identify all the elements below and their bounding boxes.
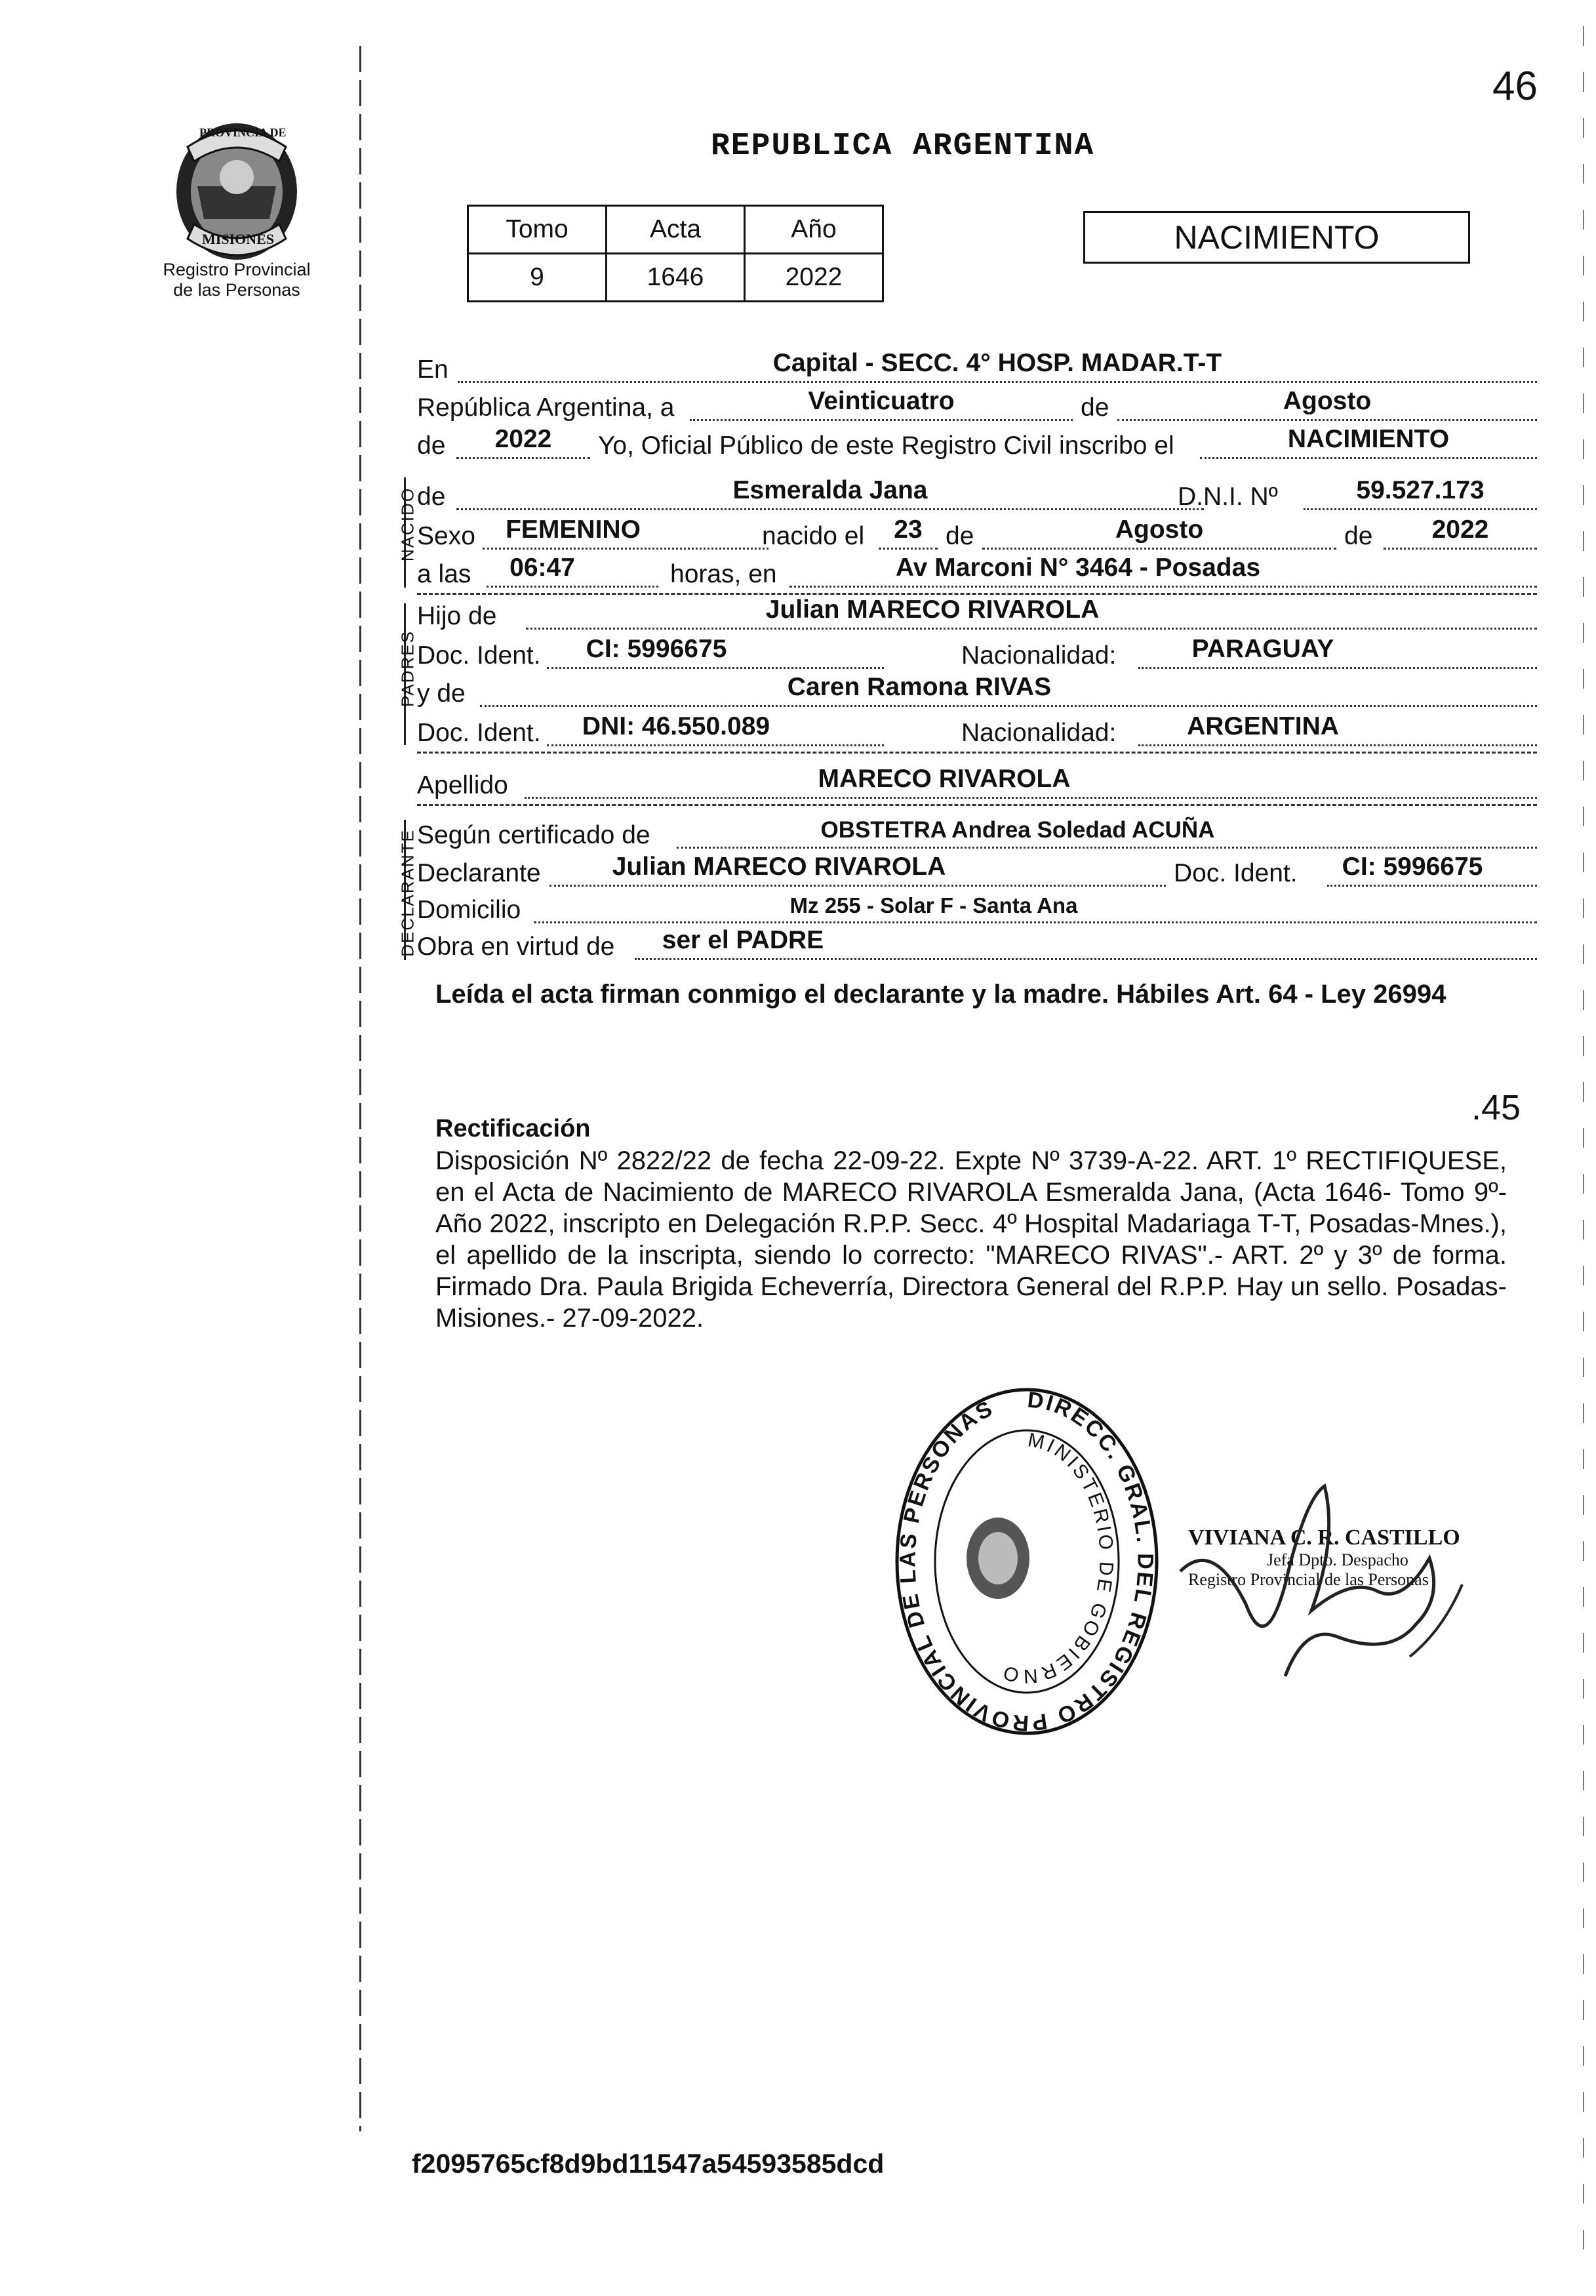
stamp-inner-text: MINISTERIO DE GOBIERNO — [998, 1429, 1117, 1687]
row-lugar — [417, 349, 1537, 386]
value-mes: Agosto — [1283, 387, 1372, 415]
value-madre-nac: ARGENTINA — [1187, 712, 1339, 740]
logo-caption-line2: de las Personas — [173, 280, 300, 300]
label-declarante: Declarante — [417, 859, 541, 887]
margin-number: .45 — [1471, 1088, 1521, 1127]
value-tipo: NACIMIENTO — [1287, 425, 1450, 453]
label-yo: Yo, Oficial Público de este Registro Civil inscribo el — [598, 432, 1174, 460]
value-declarante: Julian MARECO RIVAROLA — [612, 853, 946, 881]
value-declarante-doc: CI: 5996675 — [1342, 853, 1483, 881]
row-declarante — [417, 855, 1537, 889]
value-certificado: OBSTETRA Andrea Soledad ACUÑA — [820, 817, 1215, 843]
value-dia-texto: Veinticuatro — [808, 387, 955, 415]
label-apellido: Apellido — [417, 771, 508, 799]
label-republica: República Argentina, a — [417, 393, 675, 422]
row-padre — [417, 595, 1537, 632]
province-logo — [161, 114, 312, 268]
stamp-seal-icon — [889, 1381, 1165, 1748]
stamp-outer-text: DIRECC. GRAL. DEL REGISTRO PROVINCIAL DE LAS PERSONAS — [895, 1387, 1158, 1736]
value-nac-mes: Agosto — [1115, 515, 1204, 544]
header-tomo: Tomo — [468, 206, 607, 254]
label-a-las: a las — [417, 560, 471, 588]
label-y-de: y de — [417, 679, 466, 708]
value-padre: Julian MARECO RIVAROLA — [765, 595, 1100, 624]
right-margin-line — [1583, 26, 1584, 2256]
logo-caption — [129, 260, 345, 300]
value-sexo: FEMENINO — [506, 515, 641, 544]
row-apellido — [417, 767, 1537, 801]
side-label-nacido: NACIDO — [397, 487, 418, 562]
label-domicilio: Domicilio — [417, 896, 521, 924]
value-lugar: Capital - SECC. 4° HOSP. MADAR.T-T — [772, 349, 1222, 377]
label-horas-en: horas, en — [670, 560, 777, 588]
official-stamp — [889, 1381, 1165, 1752]
value-obra: ser el PADRE — [662, 926, 824, 954]
value-anio-reg: 2022 — [494, 425, 552, 453]
value-madre: Caren Ramona RIVAS — [787, 673, 1052, 701]
label-de-nac-mes: de — [946, 522, 974, 550]
registry-table — [467, 205, 884, 302]
value-madre-doc: DNI: 46.550.089 — [582, 712, 770, 740]
rectificacion-title: Rectificación — [435, 1115, 591, 1142]
closing-text: Leída el acta firman conmigo el declarante y la madre. Hábiles Art. 64 - Ley 26994 — [435, 980, 1446, 1009]
label-nacido-el: nacido el — [762, 522, 865, 550]
value-domicilio-nac: Av Marconi N° 3464 - Posadas — [895, 554, 1261, 582]
row-madre-doc — [417, 712, 1537, 749]
value-tomo: 9 — [468, 254, 607, 302]
row-certificado — [417, 817, 1537, 851]
label-dni: D.N.I. Nº — [1178, 483, 1278, 511]
signatory-name: VIVIANA C. R. CASTILLO — [1188, 1525, 1460, 1550]
value-nombre: Esmeralda Jana — [732, 476, 928, 504]
row-nombre — [417, 476, 1537, 513]
page-number: 46 — [1492, 64, 1538, 109]
value-acta: 1646 — [607, 254, 745, 302]
row-padre-doc — [417, 637, 1537, 672]
document-title: REPUBLICA ARGENTINA — [711, 129, 1095, 164]
signatory-title: Jefa Dpto. Despacho — [1267, 1550, 1408, 1569]
document-hash: f2095765cf8d9bd11547a54593585dcd — [412, 2148, 885, 2179]
row-anio — [417, 425, 1537, 462]
value-padre-doc: CI: 5996675 — [586, 635, 727, 663]
row-sexo — [417, 515, 1537, 552]
value-anio: 2022 — [745, 254, 883, 302]
logo-caption-line1: Registro Provincial — [163, 260, 311, 279]
left-margin-line — [359, 46, 361, 2131]
value-domicilio: Mz 255 - Solar F - Santa Ana — [789, 893, 1078, 917]
row-obra — [417, 926, 1537, 963]
row-hora — [417, 556, 1537, 590]
header-acta: Acta — [607, 206, 745, 254]
value-hora: 06:47 — [509, 554, 575, 582]
label-sexo: Sexo — [417, 522, 475, 550]
row-madre — [417, 675, 1537, 710]
handwritten-signature-icon — [1154, 1460, 1521, 1709]
logo-top-text: PROVINCIA DE — [199, 126, 287, 139]
value-apellido: MARECO RIVAROLA — [818, 765, 1071, 793]
signatory-org: Registro Provincial de las Personas — [1188, 1570, 1429, 1589]
value-nac-anio: 2022 — [1431, 515, 1489, 544]
label-de-anio: de — [417, 432, 446, 460]
label-nacionalidad-padre: Nacionalidad: — [961, 641, 1117, 670]
label-doc-ident-padre: Doc. Ident. — [417, 641, 541, 670]
label-nacionalidad-madre: Nacionalidad: — [961, 719, 1117, 747]
side-label-padres: PADRES — [397, 630, 418, 707]
label-obra: Obra en virtud de — [417, 933, 615, 961]
label-de-mes: de — [1081, 393, 1109, 422]
logo-bottom-text: MISIONES — [202, 231, 275, 247]
label-doc-ident-declarante: Doc. Ident. — [1174, 859, 1298, 887]
label-de-nombre: de — [417, 483, 446, 511]
side-label-declarante: DECLARANTE — [397, 829, 418, 957]
row-fecha — [417, 387, 1537, 424]
row-domicilio — [417, 892, 1537, 926]
record-type-box: NACIMIENTO — [1083, 211, 1470, 264]
label-en: En — [417, 355, 449, 384]
label-doc-ident-madre: Doc. Ident. — [417, 719, 541, 747]
header-anio: Año — [745, 206, 883, 254]
value-dni: 59.527.173 — [1356, 476, 1485, 504]
label-segun: Según certificado de — [417, 821, 650, 849]
label-de-nac-anio: de — [1344, 522, 1373, 550]
label-hijo-de: Hijo de — [417, 602, 497, 630]
rectificacion-text: Disposición Nº 2822/22 de fecha 22-09-22. Expte Nº 3739-A-22. ART. 1º RECTIFIQUESE, en el Acta de Nacimiento de MARECO RIVAROLA Esmeralda Jana, (Acta 1646- Tomo 9º- Año 2022, inscripto en Delegación R.P.P. Secc. 4º Hospital Madariaga T-T, Posadas-Mnes.), el apellido de la inscripta, siendo lo correcto: "MARECO RIVAS".- ART. 2º y 3º de forma. Firmado Dra. Paula Brigida Echeverría, Directora General del R.P.P. Hay un sello. Posadas- Misiones.- 27-09-2022. — [435, 1146, 1507, 1333]
value-nac-dia: 23 — [894, 515, 923, 544]
value-padre-nac: PARAGUAY — [1191, 635, 1334, 663]
